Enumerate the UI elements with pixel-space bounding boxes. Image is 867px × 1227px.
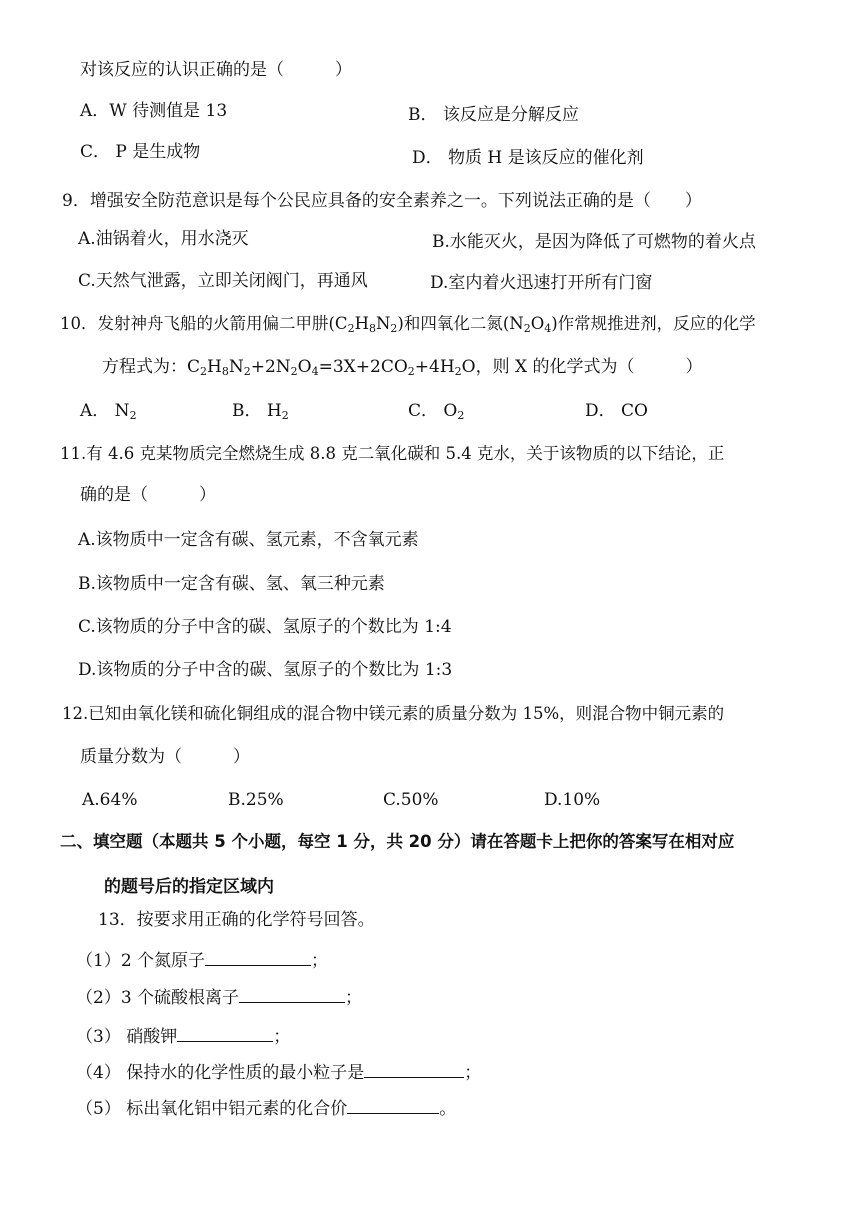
subscript: 2 xyxy=(407,365,415,378)
q12-option-b: B.25% xyxy=(228,790,284,810)
q10-text: =3X+2CO xyxy=(318,357,408,377)
q13-stem: 13．按要求用正确的化学符号回答。 xyxy=(98,910,375,930)
q13-item-3 xyxy=(76,1025,290,1047)
subscript: 2 xyxy=(454,365,462,378)
q13-item-end: ； xyxy=(464,1063,482,1083)
q13-item-label: （1）2 个氮原子 xyxy=(76,951,206,971)
q8-option-a: A．W 待测值是 13 xyxy=(80,101,228,121)
subscript: 2 xyxy=(129,409,137,422)
subscript: 4 xyxy=(311,365,319,378)
q10-text: )和四氧化二氮(N xyxy=(397,314,524,333)
q8-option-b: B． 该反应是分解反应 xyxy=(408,105,579,125)
answer-blank[interactable] xyxy=(364,1061,464,1078)
answer-blank[interactable] xyxy=(177,1025,273,1042)
subscript: 8 xyxy=(221,365,229,378)
q13-item-end: 。 xyxy=(439,1099,457,1119)
q13-item-end: ； xyxy=(311,951,329,971)
subscript: 8 xyxy=(368,322,376,335)
q11-line1: 11.有 4.6 克某物质完全燃烧生成 8.8 克二氧化碳和 5.4 克水，关于该物质的以下结论，正 xyxy=(60,444,725,463)
q10-option-c xyxy=(408,401,464,421)
q10-line2 xyxy=(102,357,703,377)
answer-blank[interactable] xyxy=(239,986,345,1003)
q10-text: H xyxy=(207,357,222,377)
q8-option-c: C． P 是生成物 xyxy=(80,142,201,162)
q13-item-label: （2）3 个硫酸根离子 xyxy=(76,988,240,1008)
q13-item-1 xyxy=(76,949,328,971)
q10-option-b-text: B． H xyxy=(232,401,282,421)
section-2-heading-cont: 的题号后的指定区域内 xyxy=(104,877,274,897)
q10-text: +2N xyxy=(250,357,291,377)
q10-option-b xyxy=(232,401,289,421)
q13-item-end: ； xyxy=(345,988,363,1008)
q8-option-d: D． 物质 H 是该反应的催化剂 xyxy=(412,148,644,168)
q10-text: N xyxy=(375,314,391,333)
subscript: 2 xyxy=(347,322,355,335)
q10-text: )作常规推进剂，反应的化学 xyxy=(551,314,756,333)
q10-option-a xyxy=(80,401,137,421)
q13-item-label: （3） 硝酸钾 xyxy=(76,1027,178,1047)
q13-item-end: ； xyxy=(273,1027,291,1047)
subscript: 2 xyxy=(281,409,289,422)
q11-line2: 确的是（ ） xyxy=(80,485,216,505)
q10-line1 xyxy=(60,314,756,334)
q10-text: O xyxy=(530,314,545,333)
q13-item-2 xyxy=(76,986,362,1008)
subscript: 2 xyxy=(290,365,298,378)
q11-option-d: D.该物质的分子中含的碳、氢原子的个数比为 1:3 xyxy=(78,660,453,680)
q9-option-c: C.天然气泄露，立即关闭阀门，再通风 xyxy=(78,271,368,291)
answer-blank[interactable] xyxy=(205,949,311,966)
subscript: 2 xyxy=(457,409,465,422)
q12-option-c: C.50% xyxy=(383,790,439,810)
q12-option-d: D.10% xyxy=(544,790,601,810)
q10-text: O，则 X 的化学式为（ ） xyxy=(461,357,703,377)
subscript: 2 xyxy=(523,322,531,335)
q13-item-5 xyxy=(76,1097,456,1119)
subscript: 2 xyxy=(243,365,251,378)
q10-text: 10．发射神舟飞船的火箭用偏二甲肼(C xyxy=(60,314,348,333)
q11-option-b: B.该物质中一定含有碳、氢、氧三种元素 xyxy=(78,574,385,594)
q10-text: H xyxy=(354,314,369,333)
q12-option-a: A.64% xyxy=(82,790,138,810)
q10-text: N xyxy=(228,357,244,377)
answer-blank[interactable] xyxy=(347,1097,439,1114)
q9-option-b: B.水能灭火，是因为降低了可燃物的着火点 xyxy=(432,232,756,252)
q10-text: 方程式为：C xyxy=(102,357,201,377)
q8-stem: 对该反应的认识正确的是（ ） xyxy=(80,60,352,80)
q10-option-c-text: C． O xyxy=(408,401,458,421)
q10-option-a-text: A． N xyxy=(80,401,130,421)
section-2-heading: 二、填空题（本题共 5 个小题，每空 1 分，共 20 分）请在答题卡上把你的答案写在相对应 xyxy=(60,832,735,851)
q11-option-a: A.该物质中一定含有碳、氢元素，不含氧元素 xyxy=(78,530,419,550)
q13-item-label: （5） 标出氧化铝中铝元素的化合价 xyxy=(76,1099,348,1119)
q13-item-label: （4） 保持水的化学性质的最小粒子是 xyxy=(76,1063,365,1083)
q11-option-c: C.该物质的分子中含的碳、氢原子的个数比为 1:4 xyxy=(78,617,452,637)
q9-option-a: A.油锅着火，用水浇灭 xyxy=(78,229,249,249)
q13-item-4 xyxy=(76,1061,481,1083)
q9-option-d: D.室内着火迅速打开所有门窗 xyxy=(430,273,653,293)
subscript: 2 xyxy=(200,365,208,378)
q10-text: O xyxy=(297,357,312,377)
q9-stem: 9．增强安全防范意识是每个公民应具备的安全素养之一。下列说法正确的是（ ） xyxy=(62,191,702,211)
q10-option-d: D． CO xyxy=(585,401,648,421)
subscript: 2 xyxy=(390,322,398,335)
q12-line1: 12.已知由氧化镁和硫化铜组成的混合物中镁元素的质量分数为 15%，则混合物中铜元素的 xyxy=(62,704,725,723)
subscript: 4 xyxy=(544,322,552,335)
q10-text: +4H xyxy=(414,357,455,377)
q12-line2: 质量分数为（ ） xyxy=(80,747,250,767)
